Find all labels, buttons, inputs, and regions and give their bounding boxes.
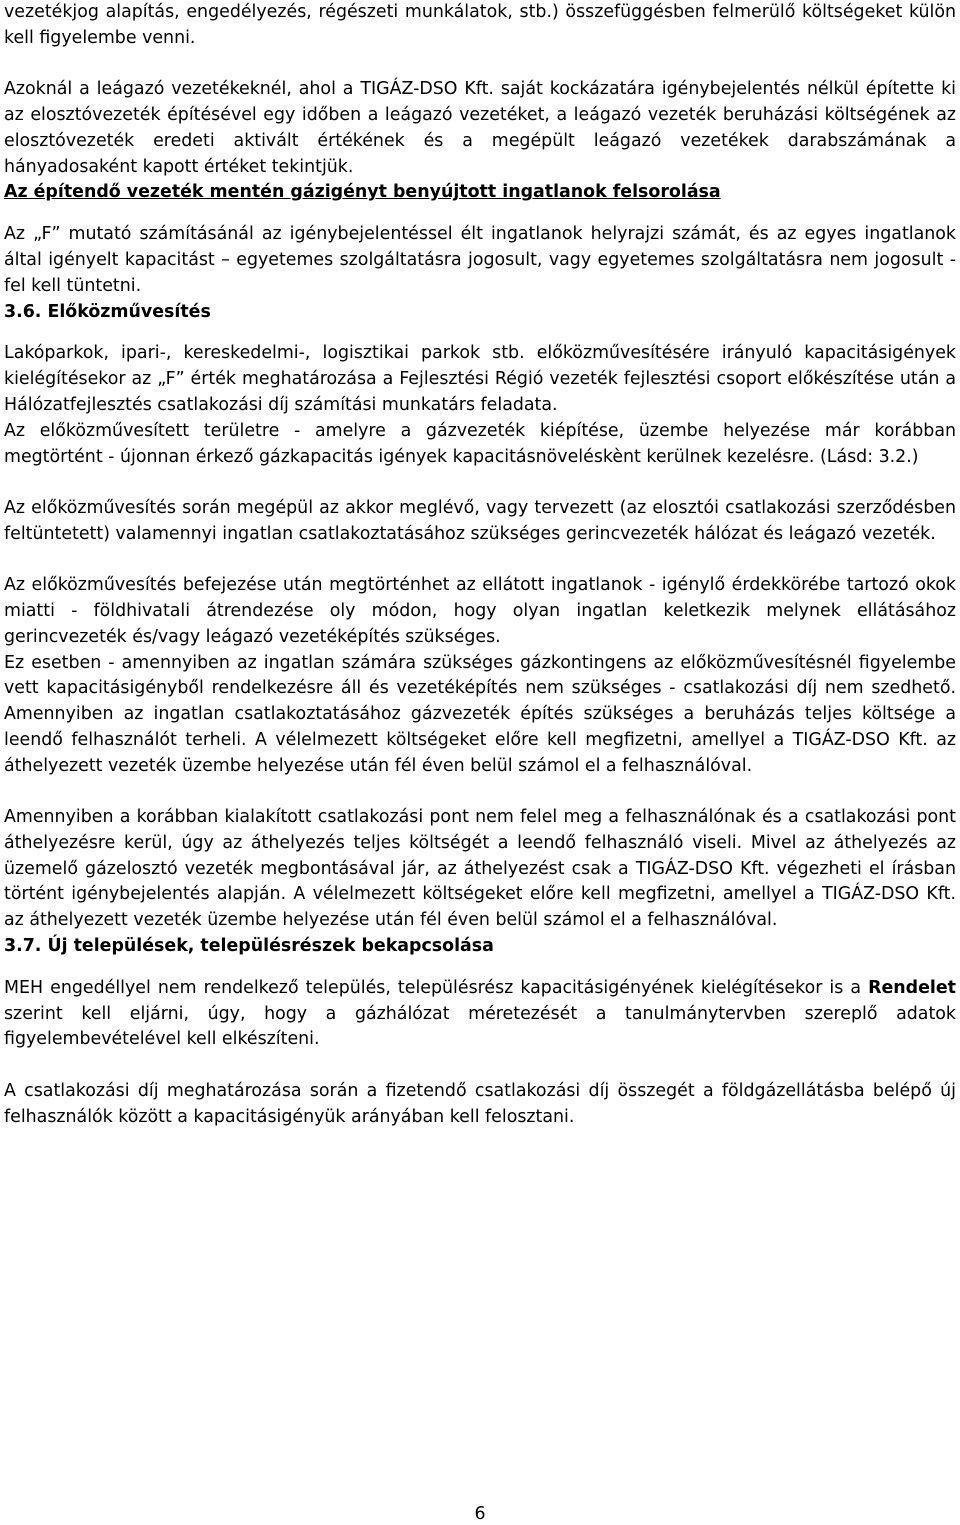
paragraph-new-settlements-end: szerint kell eljárni, úgy, hogy a gázhálózat méretezését a tanulmánytervben szereplő adatok figyelembevételével kell elkészíteni. (4, 1003, 956, 1050)
paragraph-gas-contingent: Ez esetben - amennyiben az ingatlan számára szükséges gázkontingens az előközművesítésnél figyelembe vett kapacitásigényből rendelkezésre áll és vezetéképítés nem szükséges - csatlakozási díj nem szedhető. Amennyiben az ingatlan csatlakoztatásához gázvezeték építés szükséges a beruházás teljes költsége a leendő felhasználót terheli. A vélelmezett költségeket előre kell megfizetni, amellyel a TIGÁZ-DSO Kft. az áthelyezett vezeték üzembe helyezése után fél éven belül számol el a felhasználóval. (4, 652, 956, 776)
paragraph-preutility-area: Az előközművesített területre - amelyre a gázvezeték kiépítése, üzembe helyezése már korábban megtörtént - újonnan érkező gázkapacitás igények kapacitásnöveléskènt kerülnek kezelésre. (Lásd: 3.2.) (4, 420, 956, 467)
paragraph-new-settlements (4, 976, 956, 1053)
paragraph-connection-relocation: Amennyiben a korábban kialakított csatlakozási pont nem felel meg a felhasználónak és a csatlakozási pont áthelyezésre kerül, úgy az áthelyezés teljes költségét a leendő felhasználó viseli. Mivel az áthelyezés az üzemelő gázelosztó vezeték megbontásával jár, az áthelyezést csak a TIGÁZ-DSO Kft. végezheti el írásban történt igénybejelentés alapján. A vélelmezett költségeket előre kell megfizetni, amellyel a TIGÁZ-DSO Kft. az áthelyezett vezeték üzembe helyezése után fél éven belül számol el a felhasználóval. (4, 807, 956, 931)
paragraph-cost-continuation: vezetékjog alapítás, engedélyezés, régészeti munkálatok, stb.) összefüggésben felmerülő költségeket külön kell figyelembe venni. (4, 2, 956, 48)
subheading-property-list: Az építendő vezeték mentén gázigényt benyújtott ingatlanok felsorolása (4, 182, 721, 203)
paragraph-fee-distribution: A csatlakozási díj meghatározása során a fizetendő csatlakozási díj összegét a földgázellátásba belépő új felhasználók között a kapacitásigényük arányában kell felosztani. (4, 1080, 956, 1127)
paragraph-branch-pipes: Azoknál a leágazó vezetékeknél, ahol a TIGÁZ-DSO Kft. saját kockázatára igénybejelentés nélkül építette ki az elosztóvezeték építésével egy időben a leágazó vezetéket, a leágazó vezeték beruházási költségének az elosztóvezeték eredeti aktivált értékének és a megépült leágazó vezetékek darabszámának a hányadosaként kapott értéket tekintjük. (4, 79, 956, 177)
paragraph-new-settlements-start: MEH engedéllyel nem rendelkező település, településrész kapacitásigényének kielégítésekor is a (4, 977, 869, 998)
paragraph-preutility-network: Az előközművesítés során megépül az akkor meglévő, vagy tervezett (az elosztói csatlakozási szerződésben feltüntetett) valamennyi ingatlan csatlakoztatásához szükséges gerincvezeték hálózat és leágazó vezeték. (4, 497, 956, 544)
paragraph-preutility-parks: Lakóparkok, ipari-, kereskedelmi-, logisztikai parkok stb. előközművesítésére irányuló kapacitásigények kielégítésekor az „F” érték meghatározása a Fejlesztési Régió vezeték fejlesztési csoport előkészítése után a Hálózatfejlesztés csatlakozási díj számítási munkatárs feladata. (4, 343, 956, 415)
document-page (4, 0, 956, 1130)
paragraph-after-preutility: Az előközművesítés befejezése után megtörténhet az ellátott ingatlanok - igénylő érdekkörébe tartozó okok miatti - földhivatali átrendezése oly módon, hogy olyan ingatlan keletkezik melynek ellátásához gerincvezeték és/vagy leágazó vezetéképítés szükséges. (4, 575, 956, 647)
rendelet-bold-term: Rendelet (868, 977, 956, 998)
paragraph-f-indicator: Az „F” mutató számításánál az igénybejelentéssel élt ingatlanok helyrajzi számát, és az egyes ingatlanok által igényelt kapacitást – egyetemes szolgáltatásra jogosult, vagy egyetemes szolgáltatásra nem jogosult - fel kell tüntetni. (4, 224, 956, 296)
page-number: 6 (474, 1504, 486, 1524)
section-heading-3-7: 3.7. Új települések, településrészek bekapcsolása (4, 936, 494, 957)
section-heading-3-6: 3.6. Előközművesítés (4, 301, 211, 322)
